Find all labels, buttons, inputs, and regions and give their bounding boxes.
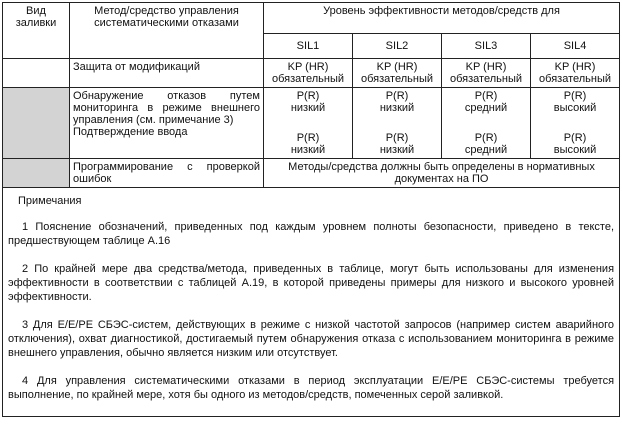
fill-cell-empty [3,59,70,88]
mod-cell-sil3 [442,59,531,88]
mod-cell-sil4 [531,59,620,88]
confirm-level: высокий [553,144,597,156]
mod-code: KP (HR) [554,61,596,73]
gray-fill-cell [3,88,70,159]
header-fill-type: Вид заливки [3,3,70,59]
mod-code: KP (HR) [287,61,329,73]
mod-code: KP (HR) [465,61,507,73]
mod-level: обязательный [539,73,612,85]
header-sil4: SIL4 [531,34,620,59]
det-cell-sil3 [442,88,531,159]
notes-section [3,188,620,417]
mod-level: обязательный [450,73,522,85]
confirm-code: P(R) [474,132,498,144]
detection-label: Обнаружение отказов путем мониторинга в режиме внешнего управления (см. примечание 3) [73,90,260,126]
det-cell-sil2 [353,88,442,159]
gray-fill-cell [3,159,70,188]
mod-cell-sil2 [353,59,442,88]
note-3: 3 Для Е/Е/РЕ СБЭС-систем, действующих в режиме с низкой частотой запросов (например систем аварийного отключения), охват диагностикой, достигаемый путем обнаружения отказа с использованием мониторинга в режиме внешнего управления, обычно является низким или отсутствует. [8,319,615,359]
det-level: средний [464,102,508,114]
header-method: Метод/средство управления систематическими отказами [70,3,264,59]
confirm-level: низкий [379,144,415,156]
det-code: P(R) [296,90,320,102]
confirm-level: низкий [290,144,326,156]
det-code: P(R) [563,90,587,102]
confirm-code: P(R) [563,132,587,144]
det-cell-sil1 [264,88,353,159]
det-code: P(R) [474,90,498,102]
confirm-level: средний [464,144,508,156]
mod-cell-sil1 [264,59,353,88]
method-modification-protection: Защита от модификаций [70,59,264,88]
mod-level: обязательный [361,73,433,85]
confirm-code: P(R) [296,132,320,144]
notes-title: Примечания [18,195,82,207]
det-level: низкий [379,102,415,114]
det-cell-sil4 [531,88,620,159]
programming-merged-cell: Методы/средства должны быть определены в нормативных документах на ПО [264,159,620,188]
requirements-table [2,2,620,417]
mod-code: KP (HR) [376,61,418,73]
note-2: 2 По крайней мере два средства/метода, приведенных в таблице, могут быть использованы для изменения эффективности в соответствии с таблицей А.19, в которой приведены примеры для низкого и высокого уровней эффективности. [8,263,615,303]
header-sil3: SIL3 [442,34,531,59]
det-level: высокий [553,102,597,114]
header-sil2: SIL2 [353,34,442,59]
det-code: P(R) [385,90,409,102]
header-effectiveness-level: Уровень эффективности методов/средств для [264,3,620,34]
mod-level: обязательный [272,73,344,85]
method-programming: Программирование с проверкой ошибок [70,159,264,188]
note-1: 1 Пояснение обозначений, приведенных под каждым уровнем полноты безопасности, приведено в тексте, предшествующем таблице А.16 [8,221,615,247]
input-confirmation-label: Подтверждение ввода [73,126,188,138]
note-4: 4 Для управления систематическими отказами в период эксплуатации Е/Е/РЕ СБЭС-системы требуется выполнение, по крайней мере, хотя бы одного из методов/средств, помеченных серой заливкой. [8,375,615,401]
det-level: низкий [290,102,326,114]
header-sil1: SIL1 [264,34,353,59]
confirm-code: P(R) [385,132,409,144]
method-detection [70,88,264,159]
